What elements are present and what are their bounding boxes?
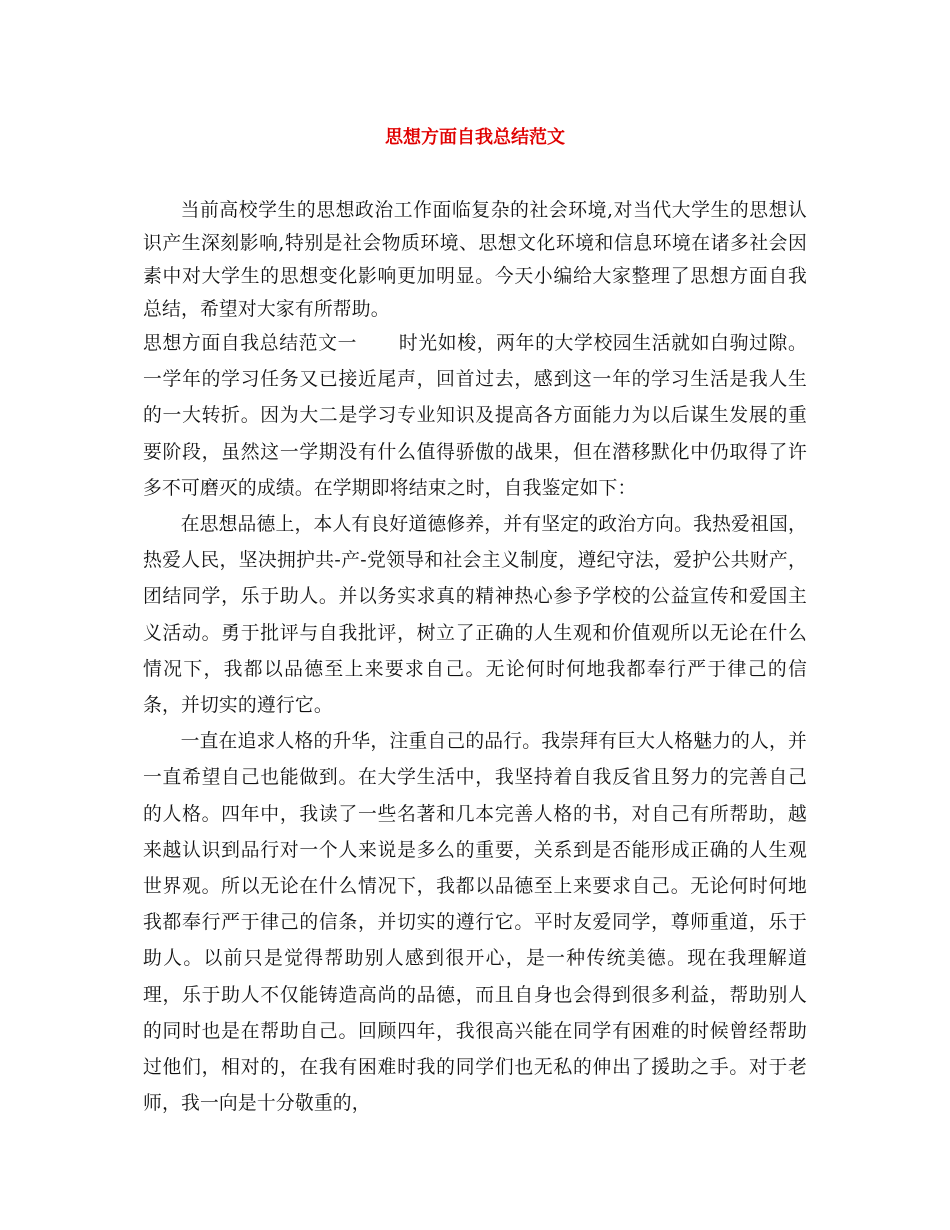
- document-title: 思想方面自我总结范文: [385, 127, 565, 148]
- paragraph-ideology: 在思想品德上，本人有良好道德修养，并有坚定的政治方向。我热爱祖国，热爱人民，坚决拥护共-产-党领导和社会主义制度，遵纪守法，爱护公共财产，团结同学，乐于助人。并以务实求真的精神热心参予学校的公益宣传和爱国主义活动。勇于批评与自我批评，树立了正确的人生观和价值观所以无论在什么情况下，我都以品德至上来要求自己。无论何时何地我都奉行严于律己的信条，并切实的遵行它。: [143, 514, 807, 717]
- section-label: 思想方面自我总结范文一: [143, 333, 358, 354]
- document-body: [143, 194, 807, 1122]
- section-paragraph: [143, 326, 807, 507]
- section-text: 时光如梭，两年的大学校园生活就如白驹过隙。一学年的学习任务又已接近尾声，回首过去，感到这一年的学习生活是我人生的一大转折。因为大二是学习专业知识及提高各方面能力为以后谋生发展的重要阶段，虽然这一学期没有什么值得骄傲的战果，但在潜移默化中仍取得了许多不可磨灭的成绩。在学期即将结束之时，自我鉴定如下：: [143, 333, 807, 499]
- paragraph-character: 一直在追求人格的升华，注重自己的品行。我崇拜有巨大人格魅力的人，并一直希望自己也能做到。在大学生活中，我坚持着自我反省且努力的完善自己的人格。四年中，我读了一些名著和几本完善人格的书，对自己有所帮助，越来越认识到品行对一个人来说是多么的重要，关系到是否能形成正确的人生观世界观。所以无论在什么情况下，我都以品德至上来要求自己。无论何时何地我都奉行严于律己的信条，并切实的遵行它。平时友爱同学，尊师重道，乐于助人。以前只是觉得帮助别人感到很开心，是一种传统美德。现在我理解道理，乐于助人不仅能铸造高尚的品德，而且自身也会得到很多利益，帮助别人的同时也是在帮助自己。回顾四年，我很高兴能在同学有困难的时候曾经帮助过他们，相对的，在我有困难时我的同学们也无私的伸出了援助之手。对于老师，我一向是十分敬重的，: [143, 731, 807, 1115]
- intro-paragraph: 当前高校学生的思想政治工作面临复杂的社会环境,对当代大学生的思想认识产生深刻影响,特别是社会物质环境、思想文化环境和信息环境在诸多社会因素中对大学生的思想变化影响更加明显。今天小编给大家整理了思想方面自我总结，希望对大家有所帮助。: [143, 200, 807, 320]
